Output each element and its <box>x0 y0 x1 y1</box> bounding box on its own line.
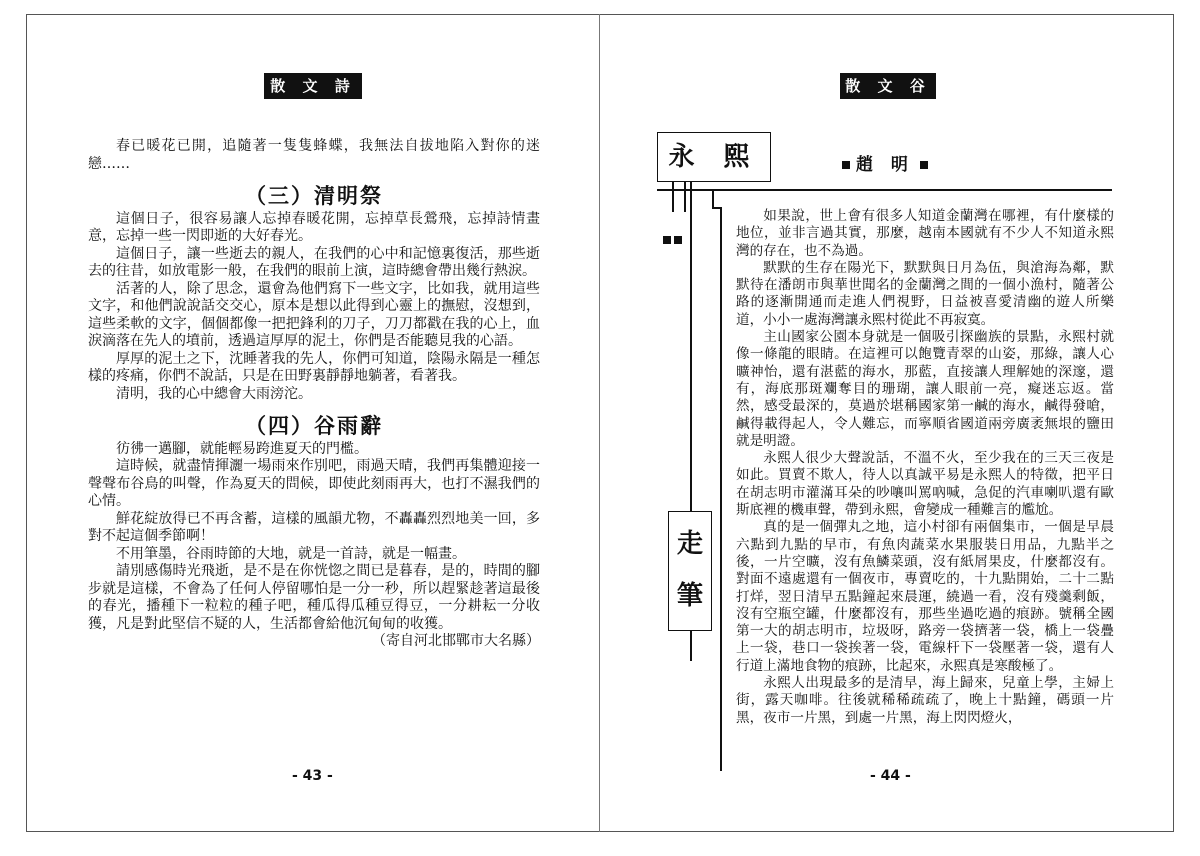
section-heading-4: （四）谷雨辭 <box>245 413 383 438</box>
author-name: 趙 明 <box>856 155 914 175</box>
square-ornament-icon <box>674 236 682 244</box>
paragraph: 活著的人，除了思念，還會為他們寫下一些文字，比如我，就用這些文字，和他們說說話交交心，原本是想以此得到心靈上的撫慰，沒想到，這些柔軟的文字，個個都像一把把鋒利的刀子，刀刀都戳在我的心上，血淚滴落在先人的墳前，透過這厚厚的泥土，你們是否能聽見我的心語。 <box>88 280 540 349</box>
decor-vrule <box>712 189 714 207</box>
column-name: 走 筆 <box>676 529 703 611</box>
decor-vrule <box>720 207 722 771</box>
paragraph: 如果說，世上會有很多人知道金蘭灣在哪裡，有什麼樣的地位，並非言過其實，那麼，越南本國就有不少人不知道永熙灣的存在，也不為過。 <box>736 208 1114 259</box>
decor-vrule <box>684 182 686 212</box>
paragraph: 這時候，就盡情揮灑一場雨來作別吧，雨過天晴，我們再集體迎接一聲聲布谷鳥的叫聲，作為夏天的問候，即使此刻雨再大，也打不濕我們的心情。 <box>88 458 540 509</box>
column-label <box>668 511 712 631</box>
author-line <box>836 150 934 175</box>
paragraph: 真的是一個彈丸之地，這小村卻有兩個集市，一個是早晨六點到九點的早市，有魚肉蔬菜水果服裝日用品，九點半之後，一片空曠，沒有魚鱗菜頭，沒有紙屑果皮，什麼都沒有。對面不遠處還有一個夜市，專賣吃的，十九點開始，二十二點打烊，翌日清早五點鐘起來晨運，繞過一看，沒有殘羹剩飯，沒有空瓶空罐，什麼都沒有，那些坐過吃過的痕跡。號稱全國第一大的胡志明市，垃圾呀，路旁一袋擠著一袋，橋上一袋疊上一袋，巷口一袋挨著一袋，電線杆下一袋壓著一袋，還有人行道上滿地食物的痕跡，比起來，永熙真是寒酸極了。 <box>736 519 1114 674</box>
section-heading-3: （三）清明祭 <box>245 183 383 208</box>
decor-vrule <box>672 182 674 212</box>
square-ornament-icon <box>663 236 671 244</box>
square-ornament-icon <box>920 161 928 169</box>
decor-hrule <box>712 207 720 209</box>
paragraph: 鮮花綻放得已不再含蓄，這樣的風韻尤物，不轟轟烈烈地美一回，多對不起這個季節啊！ <box>88 510 540 544</box>
paragraph: 請別感傷時光飛逝，是不是在你恍惚之間已是暮春，是的，時間的腳步就是這樣，不會為了任何人停留哪怕是一分一秒，所以趕緊趁著這最後的春光，播種下一粒粒的種子吧，種瓜得瓜種豆得豆，一分耕耘一分收獲，凡是對此堅信不疑的人，生活都會給他沉甸甸的收獲。 <box>88 563 540 632</box>
left-section-tab: 散 文 詩 <box>264 73 362 99</box>
paragraph: 默默的生存在陽光下，默默與日月為伍，與滄海為鄰，默默待在潘朗市與華世聞名的金蘭灣之間的一個小漁村，隨著公路的逐漸開通而走進人們視野，日益被喜愛清幽的遊人所樂道，小小一處海灣讓永熙村從此不再寂寞。 <box>736 259 1114 328</box>
article-title: 永 熙 <box>657 132 771 182</box>
paragraph: 厚厚的泥土之下，沈睡著我的先人，你們可知道，陰陽永隔是一種怎樣的疼痛，你們不說話，只是在田野裏靜靜地躺著，看著我。 <box>88 350 540 384</box>
paragraph: 永熙人很少大聲說話，不溫不火，至少我在的三天三夜是如此。買賣不欺人，待人以真誠平易是永熙人的特徵，把平日在胡志明市灌滿耳朵的吵嚷叫罵吶喊，急促的汽車喇叭還有歐斯底裡的機車聲，帶到永熙，會變成一種難言的尷尬。 <box>736 450 1114 519</box>
page-number-right: - 44 - <box>870 768 911 784</box>
paragraph: 彷彿一邁腳，就能輕易跨進夏天的門檻。 <box>116 440 368 457</box>
paragraph: 不用筆墨，谷雨時節的大地，就是一首詩，就是一幅畫。 <box>116 545 466 562</box>
paragraph: 主山國家公園本身就是一個吸引探幽族的景點，永熙村就像一條龍的眼睛。在這裡可以飽覽青翠的山姿，那綠，讓人心曠神怡，還有湛藍的海水，那藍，直接讓人理解她的深邃，還有，海底那斑斕奪目的珊瑚，讓人眼前一亮，癡迷忘返。當然，感受最深的，莫過於堪稱國家第一鹹的海水，鹹得發嗆，鹹得載得起人，令人難忘，而寧順省國道兩旁廣袤無垠的鹽田就是明證。 <box>736 329 1114 449</box>
decor-vrule <box>690 631 692 661</box>
intro-paragraph: 春已暖花已開，追隨著一隻隻蜂蝶，我無法自拔地陷入對你的迷戀…… <box>88 138 540 172</box>
square-ornament-icon <box>842 161 850 169</box>
decor-vrule <box>690 182 692 512</box>
left-page-body <box>88 138 540 651</box>
page-number-left: - 43 - <box>292 768 333 784</box>
book-spine <box>599 14 600 832</box>
paragraph: 永熙人出現最多的是清早，海上歸來，兒童上學，主婦上街，露天咖啡。往後就稀稀疏疏了，晚上十點鐘，碼頭一片黑，夜市一片黑，到處一片黑，海上閃閃燈火， <box>736 675 1114 726</box>
right-page-body <box>736 208 1114 727</box>
paragraph: 清明，我的心中總會大雨滂沱。 <box>116 385 312 402</box>
right-section-tab: 散 文 谷 <box>840 73 936 99</box>
paragraph: 這個日子，讓一些逝去的親人，在我們的心中和記憶裏復活，那些逝去的往昔，如放電影一般，在我們的眼前上演，這時總會帶出幾行熱淚。 <box>88 245 540 279</box>
title-rule <box>657 189 1112 191</box>
paragraph: 這個日子，很容易讓人忘掉春暖花開，忘掉草長鶯飛，忘掉詩情畫意，忘掉一些一閃即逝的大好春光。 <box>88 210 540 244</box>
source-credit: （寄自河北邯鄲市大名縣） <box>372 633 540 649</box>
